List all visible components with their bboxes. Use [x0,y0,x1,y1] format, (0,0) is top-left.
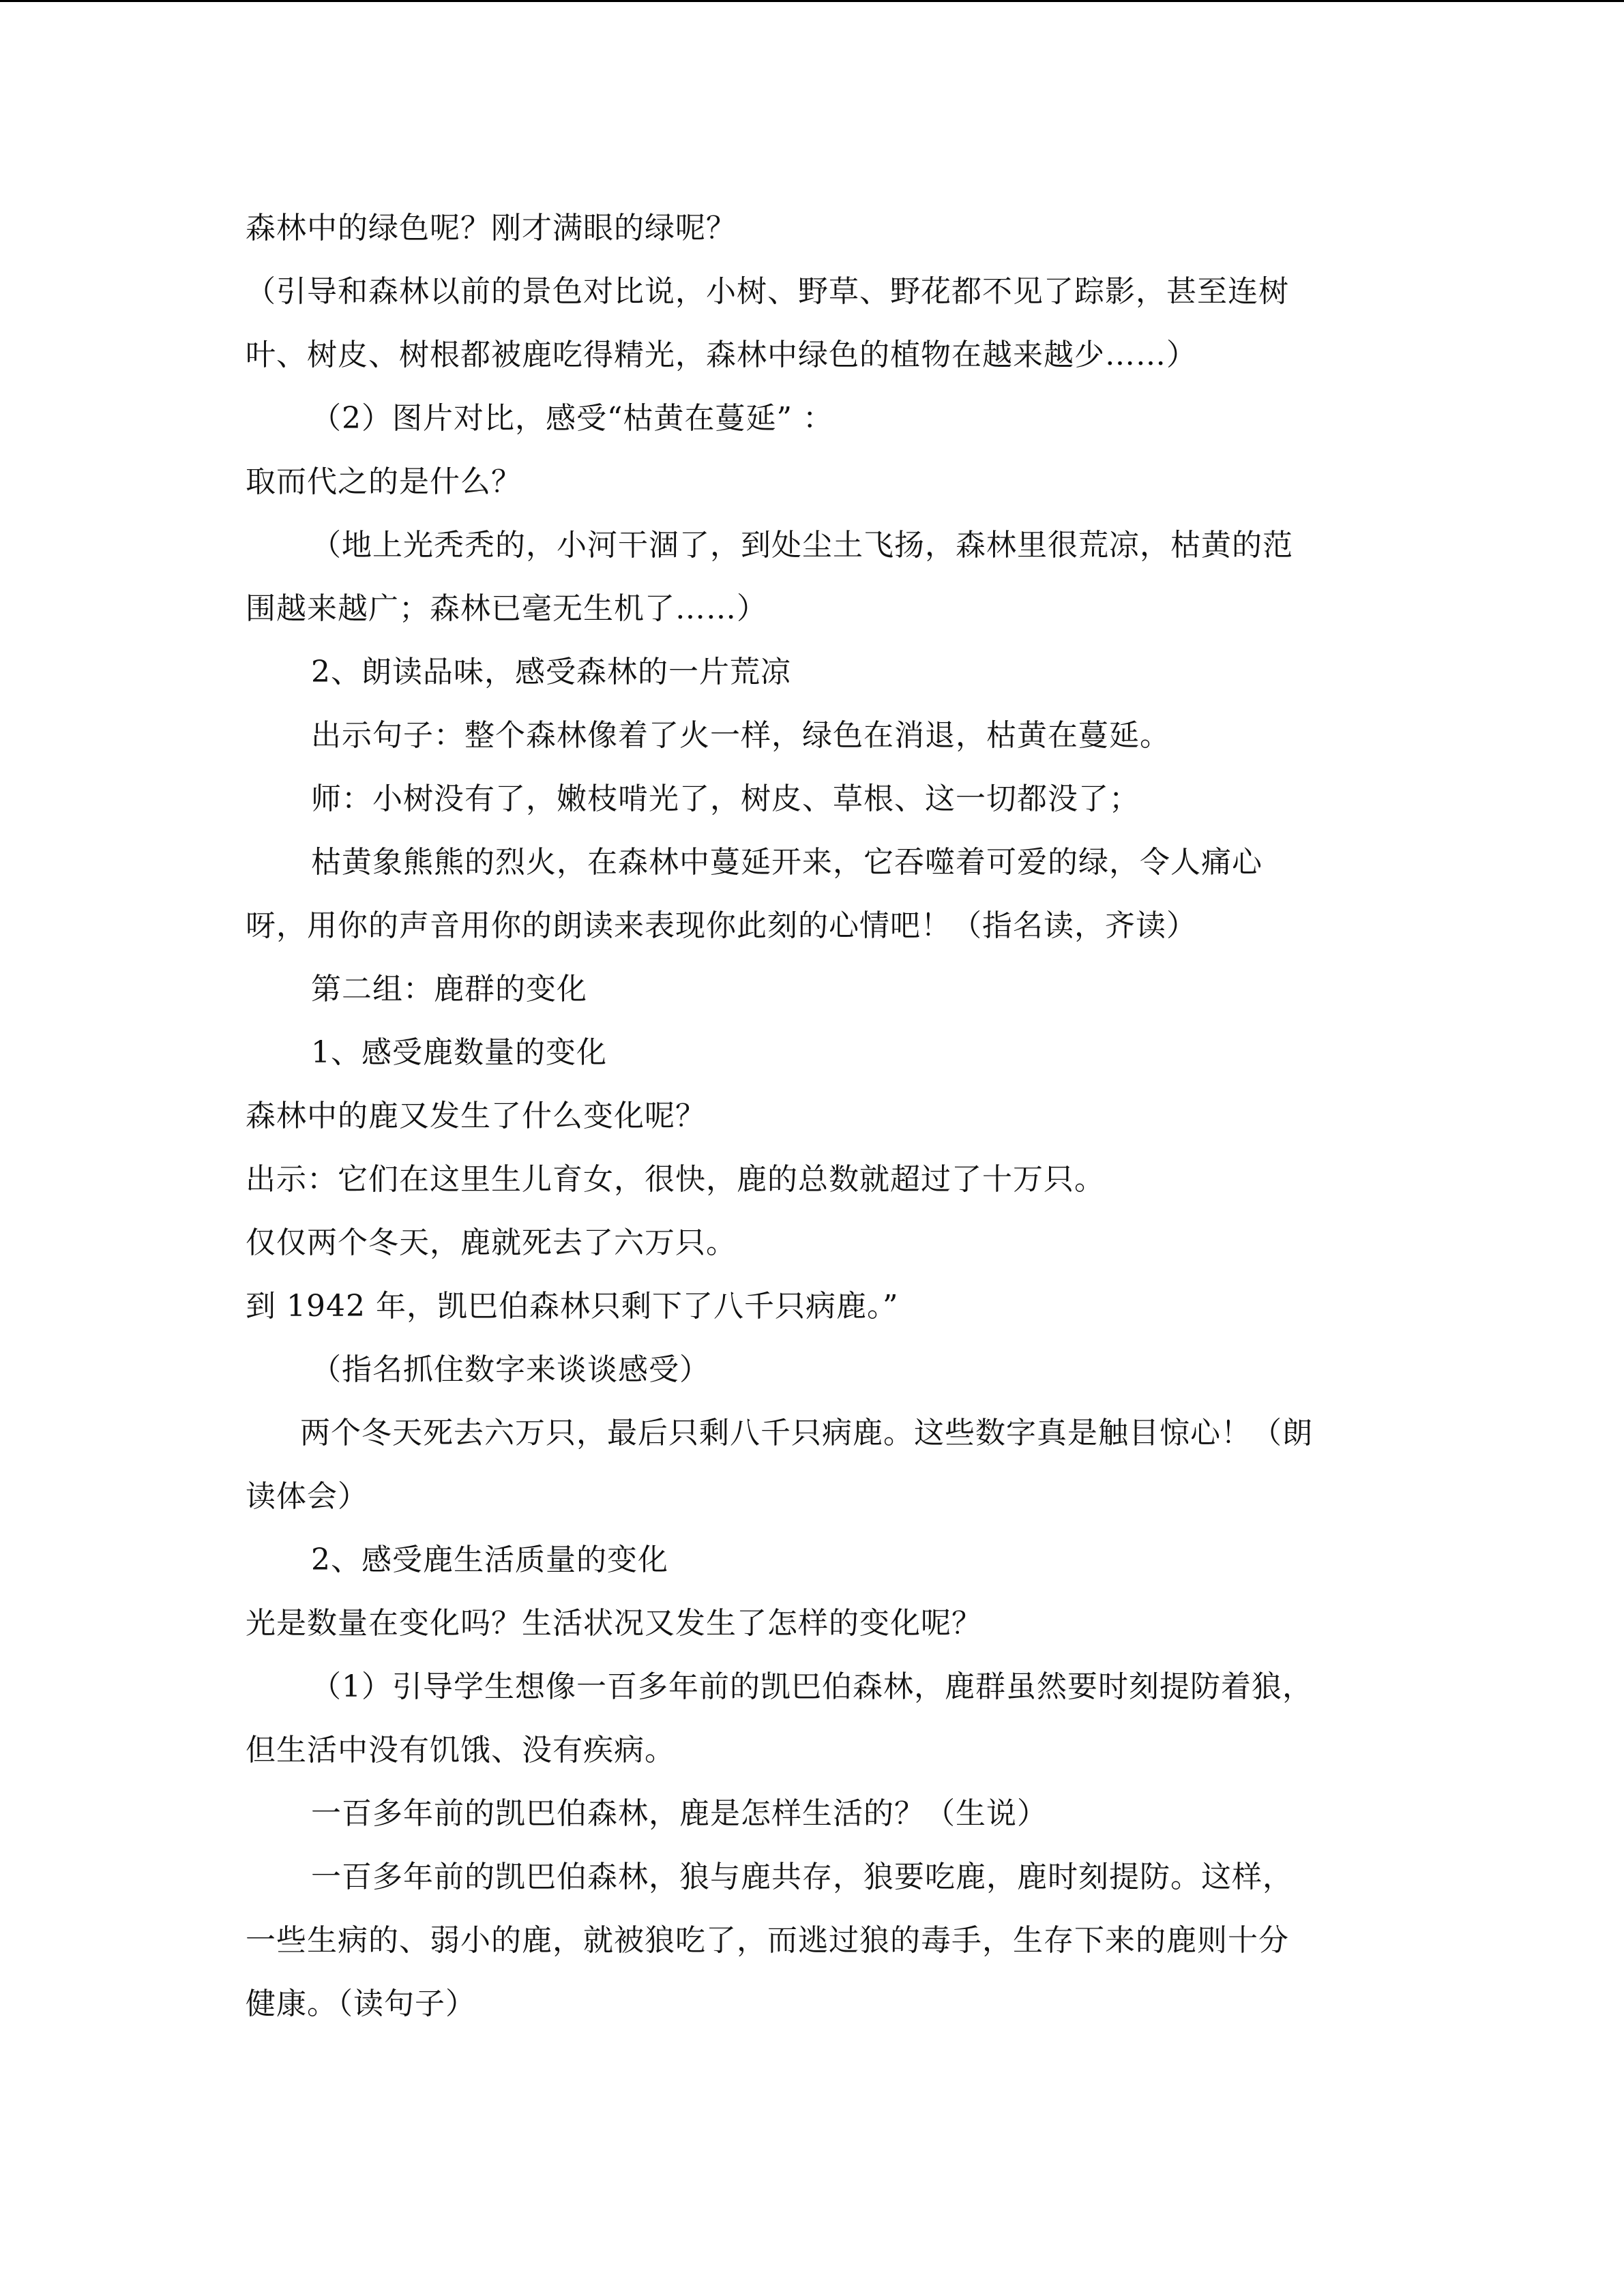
text-line: 出示句子：整个森林像着了火一样，绿色在消退，枯黄在蔓延。 [311,718,1170,753]
text-line: 森林中的鹿又发生了什么变化呢？ [246,1099,706,1133]
text-line: 健康。（读句子） [246,1986,476,2021]
text-line: 两个冬天死去六万只，最后只剩八千只病鹿。这些数字真是触目惊心！（朗 [300,1416,1313,1450]
section-heading: 2、感受鹿生活质量的变化 [311,1542,668,1577]
text-line: 读体会） [246,1479,368,1514]
section-heading: 2、朗读品味，感受森林的一片荒凉 [311,655,791,689]
text-line: （2）图片对比，感受“枯黄在蔓延” ： [311,401,833,436]
section-heading: 1、感受鹿数量的变化 [311,1035,607,1070]
text-line: 枯黄象熊熊的烈火，在森林中蔓延开来，它吞噬着可爱的绿，令人痛心 [311,845,1263,880]
text-line: 但生活中没有饥饿、没有疾病。 [246,1733,675,1768]
text-line: （指名抓住数字来谈谈感受） [311,1352,710,1387]
text-line: 出示：它们在这里生儿育女，很快，鹿的总数就超过了十万只。 [246,1162,1105,1197]
text-line: 到 1942 年，凯巴伯森林只剩下了八千只病鹿。” [246,1289,899,1324]
text-line: 呀，用你的声音用你的朗读来表现你此刻的心情吧！（指名读，齐读） [246,908,1197,943]
section-heading: 第二组：鹿群的变化 [311,972,587,1007]
text-line: （引导和森林以前的景色对比说，小树、野草、野花都不见了踪影，甚至连树 [246,274,1289,309]
document-body [246,196,1378,2036]
text-line: 光是数量在变化吗？生活状况又发生了怎样的变化呢？ [246,1606,982,1641]
text-line: 仅仅两个冬天，鹿就死去了六万只。 [246,1225,737,1260]
text-line: 取而代之的是什么？ [246,464,522,499]
text-line: 一些生病的、弱小的鹿，就被狼吃了，而逃过狼的毒手，生存下来的鹿则十分 [246,1923,1289,1958]
text-line: 围越来越广；森林已毫无生机了……） [246,591,767,626]
text-line: 一百多年前的凯巴伯森林，狼与鹿共存，狼要吃鹿，鹿时刻提防。这样， [311,1860,1293,1894]
text-line: 叶、树皮、树根都被鹿吃得精光，森林中绿色的植物在越来越少……） [246,338,1197,372]
text-line: （1）引导学生想像一百多年前的凯巴伯森林，鹿群虽然要时刻提防着狼， [311,1669,1313,1704]
text-line: （地上光秃秃的，小河干涸了，到处尘土飞扬，森林里很荒凉，枯黄的范 [311,528,1293,563]
text-line: 师：小树没有了，嫩枝啃光了，树皮、草根、这一切都没了； [311,781,1140,816]
text-line: 森林中的绿色呢？刚才满眼的绿呢？ [246,211,737,245]
text-line: 一百多年前的凯巴伯森林，鹿是怎样生活的？（生说） [311,1796,1048,1831]
